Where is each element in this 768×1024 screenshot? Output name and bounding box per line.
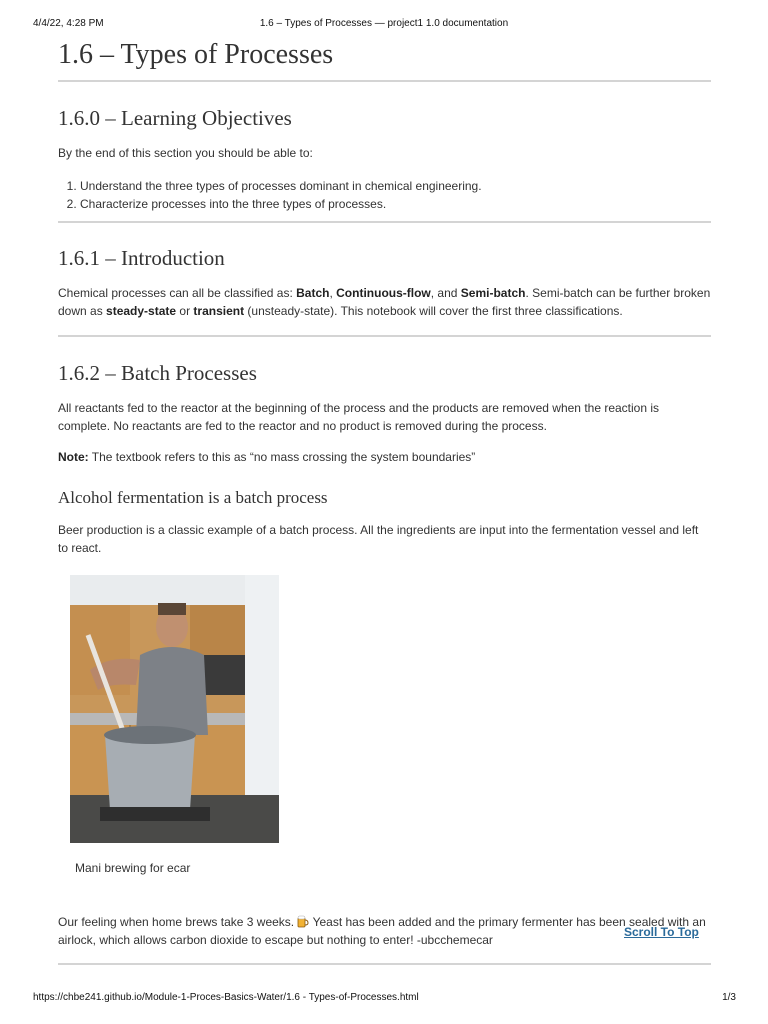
print-page-title: 1.6 – Types of Processes — project1 1.0 documentation — [259, 18, 509, 29]
objectives-divider — [58, 221, 711, 223]
photo-caption: Mani brewing for ecar — [75, 861, 191, 875]
bottom-divider — [58, 963, 711, 965]
scroll-to-top-link[interactable]: Scroll To Top — [624, 925, 699, 939]
brewing-photo — [70, 575, 279, 843]
objective-item: 2. Characterize processes into the three types of processes. — [80, 195, 711, 213]
batch-paragraph: All reactants fed to the reactor at the beginning of the process and the products are removed when the reaction is complete. No reactants are fed to the reactor and no product is removed during the process. — [58, 401, 660, 433]
title-divider — [58, 80, 711, 82]
objectives-intro: By the end of this section you should be able to: — [58, 146, 313, 160]
print-page-number: 1/3 — [722, 992, 736, 1003]
introduction-paragraph: Chemical processes can all be classified as: Batch, Continuous-flow, and Semi-batch. Semi-batch can be further broken down as steady-state or transient (unsteady-state). This notebook will cover the first three classifications. — [58, 286, 711, 318]
fermentation-paragraph: Beer production is a classic example of a batch process. All the ingredients are input into the fermentation vessel and left to react. — [58, 523, 699, 555]
batch-heading: 1.6.2 – Batch Processes — [58, 361, 257, 385]
print-datetime: 4/4/22, 4:28 PM — [33, 18, 104, 29]
introduction-heading: 1.6.1 – Introduction — [58, 246, 225, 270]
brew-paragraph-block — [58, 913, 711, 949]
note-label: Note: — [58, 450, 89, 464]
introduction-divider — [58, 335, 711, 337]
fermentation-heading: Alcohol fermentation is a batch process — [58, 488, 328, 507]
main-content — [58, 36, 711, 557]
objectives-heading: 1.6.0 – Learning Objectives — [58, 106, 292, 130]
brew-paragraph: Our feeling when home brews take 3 weeks. Yeast has been added and the primary fermenter has been sealed with an airlock, which allows carbon dioxide to escape but nothing to enter! -ubcchemecar — [58, 915, 706, 947]
objectives-list — [58, 177, 711, 213]
beer-mug-icon — [297, 915, 309, 928]
objective-item: 1. Understand the three types of processes dominant in chemical engineering. — [80, 177, 711, 195]
print-url: https://chbe241.github.io/Module-1-Proces-Basics-Water/1.6 - Types-of-Processes.html — [33, 992, 419, 1003]
batch-note: Note: The textbook refers to this as “no mass crossing the system boundaries” — [58, 450, 476, 464]
page-title: 1.6 – Types of Processes — [58, 39, 334, 70]
